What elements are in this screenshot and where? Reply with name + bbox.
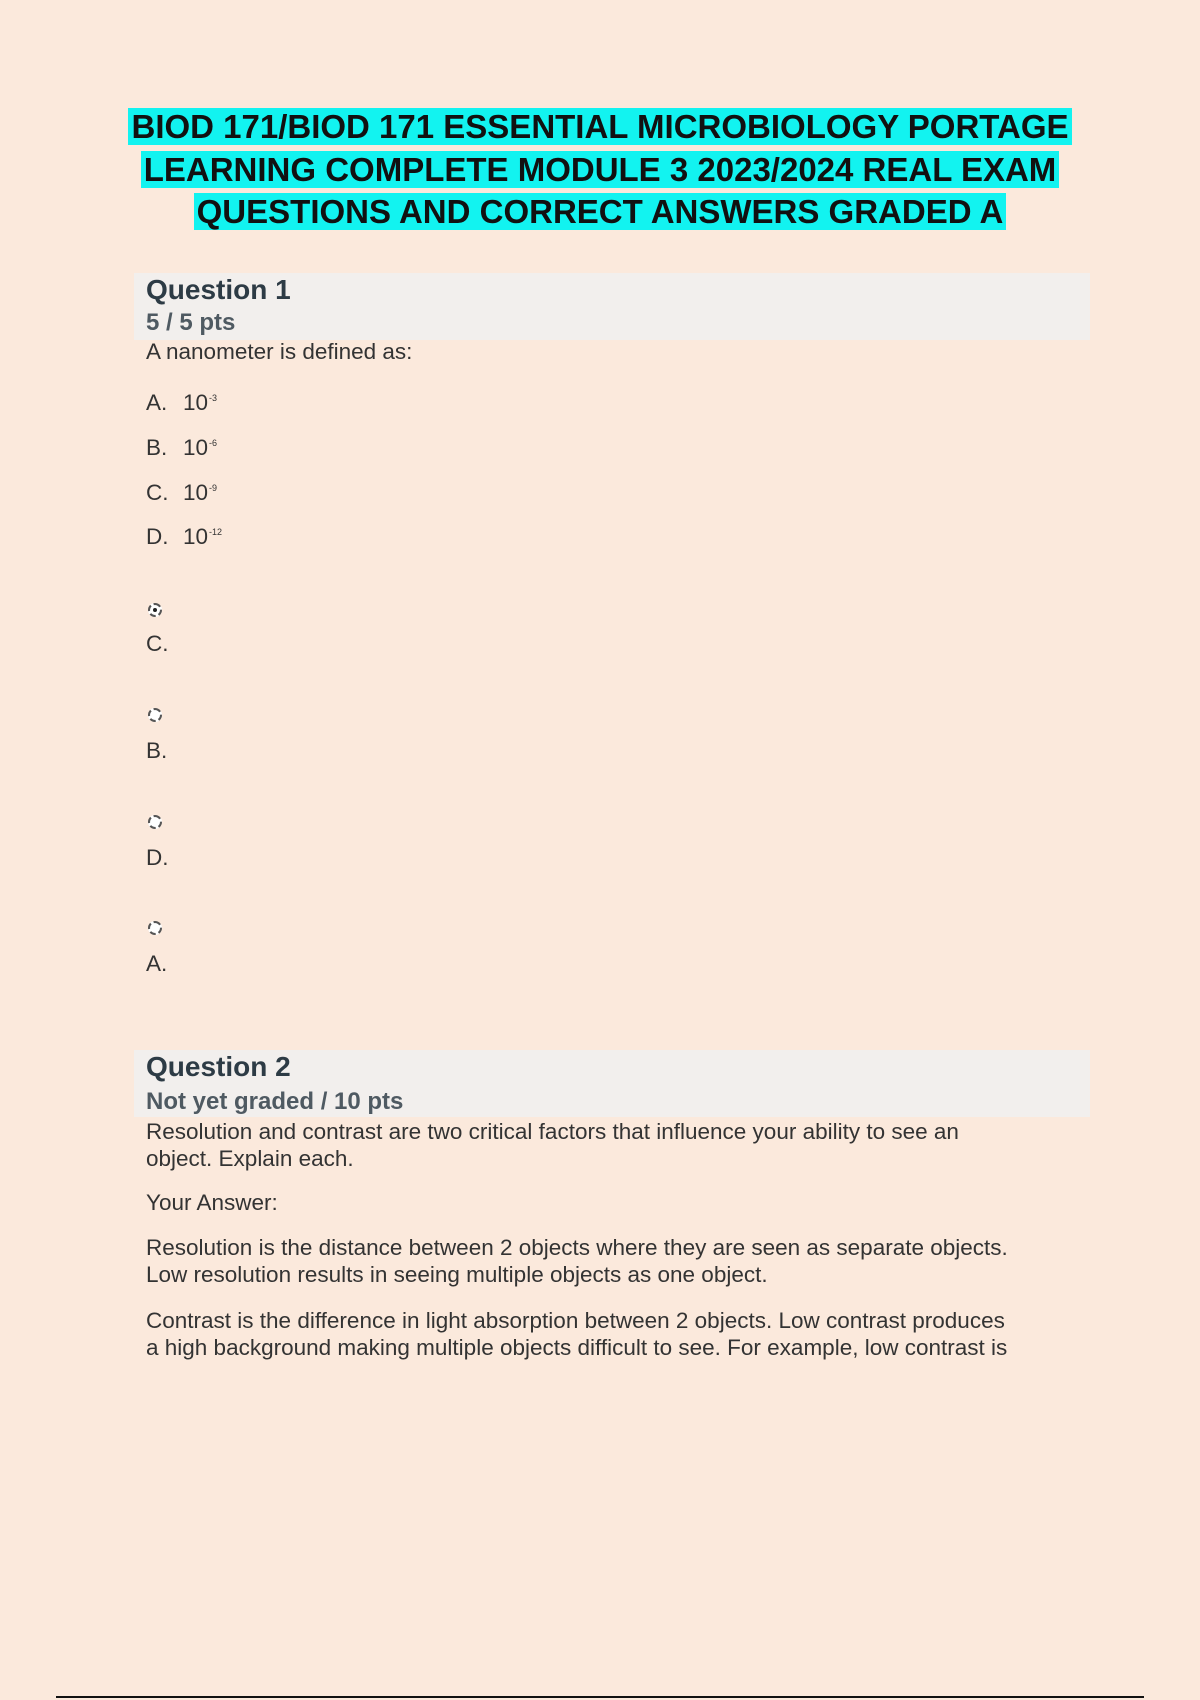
question-1-title: Question 1 bbox=[146, 274, 291, 305]
answer-paragraph-2 bbox=[146, 1307, 1096, 1361]
option-a-letter: A. bbox=[146, 390, 168, 415]
choice-c-label: C. bbox=[146, 631, 169, 656]
question-2-points: Not yet graded / 10 pts bbox=[146, 1088, 404, 1115]
question-2-prompt-line-1: Resolution and contrast are two critical factors that influence your ability to see an bbox=[146, 1119, 959, 1144]
question-2-title: Question 2 bbox=[146, 1051, 291, 1082]
title-line-3: QUESTIONS AND CORRECT ANSWERS GRADED A bbox=[194, 193, 1007, 230]
radio-choice-a[interactable] bbox=[148, 921, 162, 935]
option-a-exponent: -3 bbox=[209, 393, 218, 403]
question-2-prompt bbox=[146, 1118, 1096, 1172]
option-c-base: 10 bbox=[183, 480, 209, 505]
answer-paragraph-2-line-2: a high background making multiple objects difficult to see. For example, low contrast is bbox=[146, 1335, 1008, 1360]
option-b-base: 10 bbox=[183, 435, 209, 460]
choice-b-label: B. bbox=[146, 738, 168, 763]
answer-paragraph-2-line-1: Contrast is the difference in light absorption between 2 objects. Low contrast produces bbox=[146, 1308, 1005, 1333]
radio-choice-b[interactable] bbox=[148, 708, 162, 722]
option-c-letter: C. bbox=[146, 480, 169, 505]
option-d-base: 10 bbox=[183, 524, 209, 549]
answer-paragraph-1 bbox=[146, 1234, 1096, 1288]
radio-choice-c[interactable] bbox=[148, 603, 162, 617]
answer-paragraph-1-line-1: Resolution is the distance between 2 objects where they are seen as separate objects. bbox=[146, 1235, 1008, 1260]
option-c bbox=[146, 475, 217, 506]
option-c-exponent: -9 bbox=[209, 483, 218, 493]
option-a-base: 10 bbox=[183, 390, 209, 415]
document-title bbox=[100, 106, 1100, 234]
option-b-exponent: -6 bbox=[209, 438, 218, 448]
option-d bbox=[146, 519, 222, 550]
option-d-exponent: -12 bbox=[209, 527, 223, 537]
radio-selected-dot bbox=[153, 608, 157, 612]
answer-paragraph-1-line-2: Low resolution results in seeing multiple objects as one object. bbox=[146, 1262, 768, 1287]
option-d-letter: D. bbox=[146, 524, 169, 549]
choice-a-label: A. bbox=[146, 951, 168, 976]
question-1-prompt: A nanometer is defined as: bbox=[146, 339, 413, 364]
your-answer-label: Your Answer: bbox=[146, 1190, 278, 1215]
option-b-letter: B. bbox=[146, 435, 168, 460]
choice-d-label: D. bbox=[146, 845, 169, 870]
radio-choice-d[interactable] bbox=[148, 815, 162, 829]
option-b bbox=[146, 430, 217, 461]
option-a bbox=[146, 385, 217, 416]
title-line-1: BIOD 171/BIOD 171 ESSENTIAL MICROBIOLOGY PORTAGE bbox=[128, 108, 1071, 145]
question-2-prompt-line-2: object. Explain each. bbox=[146, 1146, 354, 1171]
question-1-points: 5 / 5 pts bbox=[146, 309, 236, 336]
page-bottom-rule bbox=[56, 1696, 1144, 1698]
title-line-2: LEARNING COMPLETE MODULE 3 2023/2024 REAL EXAM bbox=[141, 151, 1060, 188]
